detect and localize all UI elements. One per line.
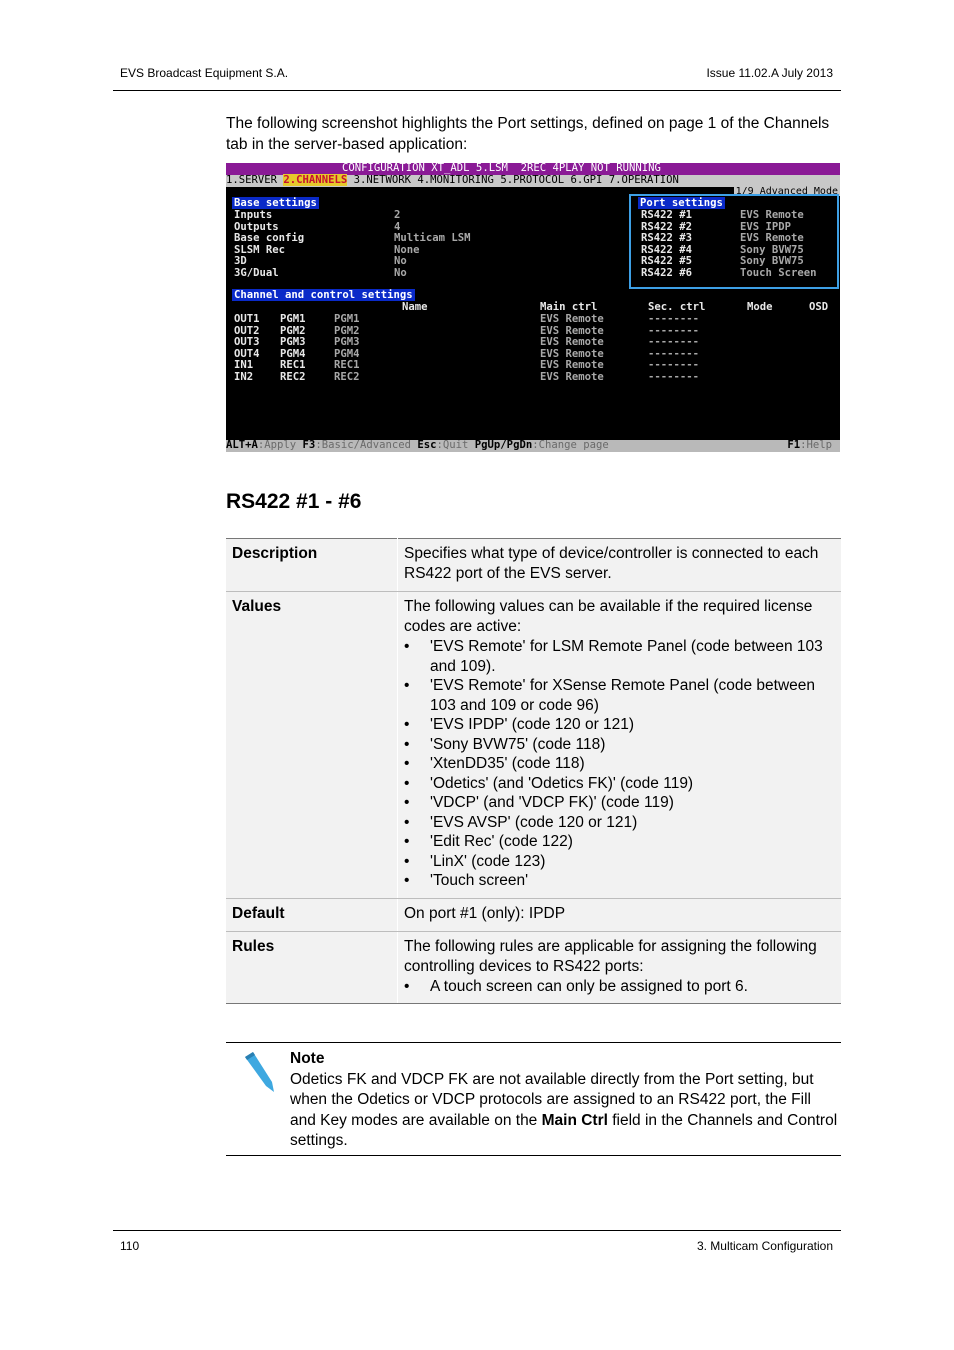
table-row xyxy=(226,898,841,931)
channel-id: OUT3 xyxy=(234,336,260,348)
list-item: • 'EVS IPDP' (code 120 or 121) xyxy=(404,715,835,735)
tab-monitoring: 4.MONITORING xyxy=(417,174,494,186)
header-rule xyxy=(113,90,841,91)
port-label: RS422 #4 xyxy=(641,243,693,256)
channel-id: OUT4 xyxy=(234,347,260,360)
base-setting-label: Inputs xyxy=(234,209,273,221)
list-item: • 'EVS Remote' for XSense Remote Panel (code between 103 and 109 or code 96) xyxy=(404,676,835,715)
channel-sec-ctrl: -------- xyxy=(648,347,700,360)
port-value: EVS IPDP xyxy=(740,220,792,233)
col-osd: OSD xyxy=(809,301,829,313)
values-intro: The following values can be available if the required license codes are active: xyxy=(404,598,813,635)
channel-name: REC1 xyxy=(334,359,360,371)
channel-name: PGM1 xyxy=(334,313,360,325)
screen-footer: ALT+A:Apply F3:Basic/Advanced Esc:Quit PgUp/PgDn:Change page F1:Help xyxy=(226,440,840,452)
tab-protocol: 5.PROTOCOL xyxy=(500,174,565,186)
page-mode: 1/9 Advanced Mode xyxy=(735,186,838,197)
port-label: RS422 #2 xyxy=(641,220,693,233)
note-title: Note xyxy=(290,1050,325,1067)
base-setting-value: 2 xyxy=(394,209,401,221)
list-item: • 'VDCP' (and 'VDCP FK)' (code 119) xyxy=(404,793,835,813)
row-value xyxy=(398,592,842,899)
channel-name: PGM3 xyxy=(334,336,360,348)
spec-table xyxy=(226,538,841,1004)
tab-channels: 2.CHANNELS xyxy=(283,174,348,186)
port-value: Sony BVW75 xyxy=(740,255,804,267)
channel-id: OUT2 xyxy=(234,324,260,337)
base-setting-value: Multicam LSM xyxy=(394,232,471,244)
channel-sec-ctrl: -------- xyxy=(648,370,700,383)
channel-sec-ctrl: -------- xyxy=(648,336,700,348)
note-text: Odetics FK and VDCP FK are not available directly from the Port setting, but when the Odetics or VDCP protocols are assigned to an RS422 port, the Fill and Key modes are available on the Main Ctrl field in the Channels and Control settings. xyxy=(290,1070,838,1149)
channel-source: PGM4 xyxy=(280,347,306,360)
channel-id: OUT1 xyxy=(234,313,260,325)
channel-source: REC2 xyxy=(280,370,306,383)
config-screenshot xyxy=(226,163,840,452)
col-main-ctrl: Main ctrl xyxy=(540,301,598,313)
channel-main-ctrl: EVS Remote xyxy=(540,359,604,371)
screen-title: CONFIGURATION XT_ADL 5.LSM 2REC 4PLAY NOT RUNNING xyxy=(226,163,840,175)
channel-settings-title: Channel and control settings xyxy=(234,289,413,301)
header-left: EVS Broadcast Equipment S.A. xyxy=(120,66,289,80)
col-mode: Mode xyxy=(747,301,773,313)
channel-name: PGM2 xyxy=(334,324,360,337)
channel-name: REC2 xyxy=(334,370,360,383)
channel-main-ctrl: EVS Remote xyxy=(540,336,604,348)
note-box xyxy=(226,1042,841,1156)
tab-server: 1.SERVER xyxy=(226,174,278,186)
values-list xyxy=(404,637,835,891)
base-setting-label: 3G/Dual xyxy=(234,266,279,279)
list-item: • 'EVS AVSP' (code 120 or 121) xyxy=(404,813,835,833)
row-label: Description xyxy=(226,539,398,592)
port-settings-title: Port settings xyxy=(640,197,723,209)
channel-sec-ctrl: -------- xyxy=(648,313,700,325)
row-value: On port #1 (only): IPDP xyxy=(398,898,842,931)
pen-icon xyxy=(242,1049,276,1095)
base-setting-value: 4 xyxy=(394,220,401,233)
row-label: Default xyxy=(226,898,398,931)
tab-operation: 7.OPERATION xyxy=(608,174,679,186)
row-value: Specifies what type of device/controller is connected to each RS422 port of the EVS server. xyxy=(398,539,842,592)
channel-sec-ctrl: -------- xyxy=(648,359,700,371)
channel-id: IN2 xyxy=(234,370,254,383)
intro-text: The following screenshot highlights the Port settings, defined on page 1 of the Channels tab in the server-based application: xyxy=(226,115,830,153)
channel-source: REC1 xyxy=(280,359,306,371)
table-row xyxy=(226,931,841,1004)
page-number: 110 xyxy=(120,1239,140,1253)
list-item: • 'Sony BVW75' (code 118) xyxy=(404,735,835,755)
col-name: Name xyxy=(402,301,428,313)
row-value xyxy=(398,931,842,1004)
footer-rule xyxy=(113,1230,841,1231)
channel-source: PGM2 xyxy=(280,324,306,337)
base-setting-label: SLSM Rec xyxy=(234,243,286,256)
port-value: Sony BVW75 xyxy=(740,243,804,256)
list-item: • 'Odetics' (and 'Odetics FK)' (code 119) xyxy=(404,774,835,794)
list-item: • 'EVS Remote' for LSM Remote Panel (code between 103 and 109). xyxy=(404,637,835,676)
row-label: Rules xyxy=(226,931,398,1004)
channel-name: PGM4 xyxy=(334,347,360,360)
col-sec-ctrl: Sec. ctrl xyxy=(648,301,706,313)
port-label: RS422 #6 xyxy=(641,266,693,279)
base-setting-value: None xyxy=(394,243,420,256)
channel-main-ctrl: EVS Remote xyxy=(540,324,604,337)
channel-source: PGM1 xyxy=(280,313,306,325)
rules-list xyxy=(404,977,835,997)
section-title: RS422 #1 - #6 xyxy=(226,490,362,513)
channel-source: PGM3 xyxy=(280,336,306,348)
port-label: RS422 #5 xyxy=(641,255,693,267)
list-item: • 'LinX' (code 123) xyxy=(404,852,835,872)
port-value: Touch Screen xyxy=(740,266,817,279)
channel-id: IN1 xyxy=(234,359,254,371)
rules-intro: The following rules are applicable for assigning the following controlling devices to RS422 ports: xyxy=(404,937,817,975)
row-label: Values xyxy=(226,592,398,899)
port-value: EVS Remote xyxy=(740,232,804,244)
list-item: • 'Touch screen' xyxy=(404,871,835,891)
port-value: EVS Remote xyxy=(740,209,804,221)
header-right: Issue 11.02.A July 2013 xyxy=(706,66,833,80)
list-item: • 'Edit Rec' (code 122) xyxy=(404,832,835,852)
channel-main-ctrl: EVS Remote xyxy=(540,313,604,325)
base-setting-label: Outputs xyxy=(234,220,279,233)
channel-sec-ctrl: -------- xyxy=(648,324,700,337)
list-item: • 'XtenDD35' (code 118) xyxy=(404,754,835,774)
base-setting-value: No xyxy=(394,255,407,267)
base-setting-label: Base config xyxy=(234,232,305,244)
tab-network: 3.NETWORK xyxy=(353,174,411,186)
base-setting-value: No xyxy=(394,266,407,279)
port-label: RS422 #1 xyxy=(641,209,693,221)
table-row xyxy=(226,539,841,592)
channel-main-ctrl: EVS Remote xyxy=(540,347,604,360)
base-settings-title: Base settings xyxy=(234,197,317,209)
channel-main-ctrl: EVS Remote xyxy=(540,370,604,383)
chapter-title: 3. Multicam Configuration xyxy=(696,1239,833,1253)
base-setting-label: 3D xyxy=(234,255,247,267)
table-row xyxy=(226,592,841,899)
port-label: RS422 #3 xyxy=(641,232,693,244)
tab-gpi: 6.GPI xyxy=(570,174,603,186)
list-item: • A touch screen can only be assigned to port 6. xyxy=(404,977,835,997)
